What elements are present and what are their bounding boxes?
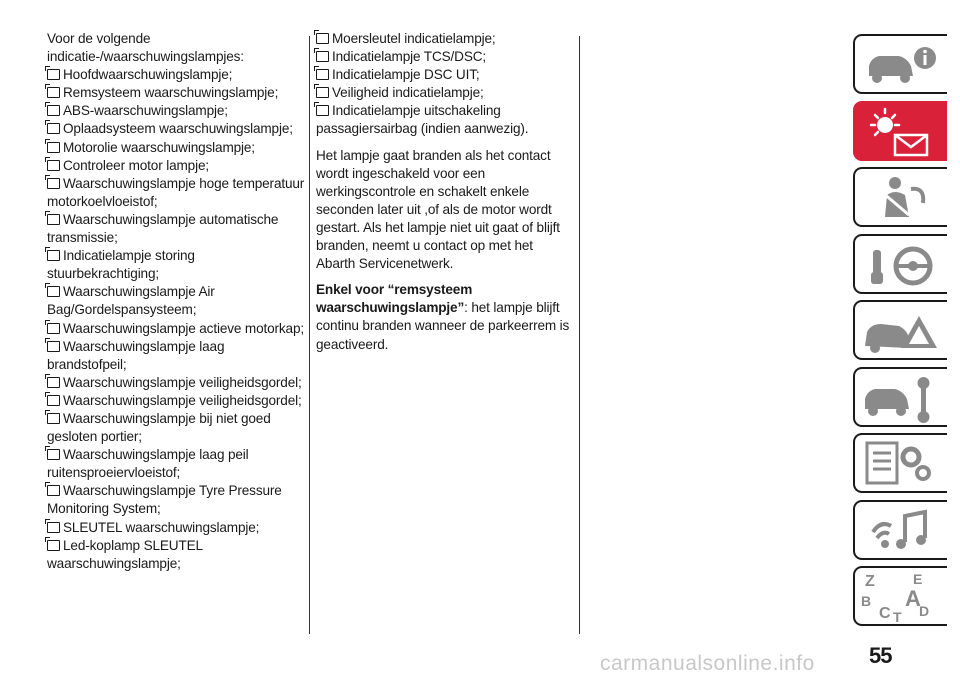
list-item: Moersleutel indicatielampje; (316, 30, 574, 48)
multimedia-music-icon (855, 502, 947, 558)
column-divider (579, 36, 580, 634)
indicator-light-icon (316, 87, 329, 98)
list-item: SLEUTEL waarschuwingslampje; (47, 519, 305, 537)
warning-light-icon (47, 69, 60, 80)
tab-safety[interactable] (853, 167, 947, 227)
key-steering-wheel-icon (855, 236, 947, 292)
warning-light-icon (47, 449, 60, 460)
list-item: Indicatielampje uitschakeling passagiersairbag (indien aanwezig). (316, 103, 529, 137)
list-item: Waarschuwingslampje actieve motorkap; (47, 320, 305, 338)
warning-light-icon (47, 413, 60, 424)
svg-text:A: A (905, 586, 921, 611)
warning-light-icon (47, 250, 60, 261)
list-item: Led-koplamp SLEUTEL waarschuwingslampje; (47, 537, 203, 571)
list-item: Waarschuwingslampje veiligheidsgordel; (47, 392, 305, 410)
list-item: Controleer motor lampje; (47, 157, 305, 175)
warning-light-icon (47, 341, 60, 352)
warning-light-icon (47, 214, 60, 225)
tab-index[interactable] (853, 566, 947, 626)
warning-light-icon (47, 87, 60, 98)
car-breakdown-warning-icon (855, 302, 947, 358)
list-item: Waarschuwingslampje veiligheidsgordel; (47, 374, 305, 392)
list-item: Waarschuwingslampje laag brandstofpeil; (47, 338, 225, 372)
indicator-light-icon (316, 105, 329, 116)
tab-specifications[interactable] (853, 433, 947, 493)
indicator-light-list (316, 30, 574, 139)
tab-emergency[interactable] (853, 300, 947, 360)
list-item: Waarschuwingslampje laag peil ruitensproeiervloeistof; (47, 447, 249, 481)
tab-multimedia[interactable] (853, 500, 947, 560)
list-item: Waarschuwingslampje bij niet goed gesloten portier; (47, 410, 271, 445)
warning-light-icon (47, 105, 60, 116)
note-paragraph (316, 281, 574, 353)
list-item: Waarschuwingslampje Air Bag/Gordelspansysteem; (47, 284, 215, 318)
list-item: Remsysteem waarschuwingslampje; (47, 84, 305, 102)
list-item: Oplaadsysteem waarschuwingslampje; (47, 120, 305, 138)
warning-light-icon (47, 377, 60, 388)
warning-light-icon (47, 160, 60, 171)
car-maintenance-wrench-icon (855, 369, 947, 425)
column-divider (309, 36, 310, 634)
list-item: Motorolie waarschuwingslampje; (47, 139, 305, 157)
warning-light-icon (47, 395, 60, 406)
intro-text: Voor de volgende indicatie-/waarschuwingslampjes: (47, 31, 244, 65)
tab-maintenance[interactable] (853, 367, 947, 427)
svg-text:C: C (879, 605, 891, 622)
warning-light-list (47, 66, 305, 573)
svg-text:D: D (919, 603, 930, 619)
warning-light-icon (47, 123, 60, 134)
note-bold: Enkel voor “remsysteem waarschuwingslampje” (316, 282, 473, 316)
tab-starting-driving[interactable] (853, 234, 947, 294)
warning-light-icon (47, 540, 60, 551)
warning-light-icon (47, 178, 60, 189)
column-left (47, 30, 305, 573)
note-text: : het lampje blijft continu branden wanneer de parkeerrem is geactiveerd. (316, 300, 570, 352)
specifications-gear-icon (855, 435, 947, 491)
warning-light-icon (47, 142, 60, 153)
list-item: ABS-waarschuwingslampje; (47, 102, 305, 120)
warning-light-envelope-icon (855, 103, 947, 159)
svg-text:B: B (861, 593, 872, 609)
list-item: Waarschuwingslampje hoge temperatuur motorkoelvloeistof; (47, 175, 305, 209)
body-paragraph: Het lampje gaat branden als het contact wordt ingeschakeld voor een werkingscontrole en schakelt enkele seconden later uit ,of als de motor wordt gestart. Als het lampje niet uit gaat of blijft branden, neemt u contact op met het Abarth Servicenetwerk. (316, 147, 560, 272)
svg-text:Z: Z (865, 573, 875, 590)
tab-car-info[interactable] (853, 34, 947, 94)
indicator-light-icon (316, 33, 329, 44)
page-number: 55 (869, 643, 892, 668)
list-item: Waarschuwingslampje automatische transmissie; (47, 211, 279, 246)
car-info-icon (855, 36, 947, 92)
tab-warning-lights[interactable] (853, 101, 947, 161)
column-middle (316, 30, 574, 354)
list-item: Indicatielampje TCS/DSC; (316, 48, 574, 66)
list-item: Hoofdwaarschuwingslampje; (47, 66, 305, 84)
list-item: Waarschuwingslampje Tyre Pressure Monitoring System; (47, 483, 282, 517)
warning-light-icon (47, 286, 60, 297)
warning-light-icon (47, 323, 60, 334)
warning-light-icon (47, 485, 60, 496)
indicator-light-icon (316, 69, 329, 80)
list-item: Veiligheid indicatielampje; (316, 84, 574, 102)
watermark: carmanualsonline.info (600, 652, 815, 675)
list-item: Indicatielampje storing stuurbekrachtiging; (47, 248, 195, 282)
alphabetical-index-icon (855, 568, 947, 624)
warning-light-icon (47, 522, 60, 533)
seatbelt-airbag-icon (855, 169, 947, 225)
list-item: Indicatielampje DSC UIT; (316, 66, 574, 84)
indicator-light-icon (316, 51, 329, 62)
svg-text:E: E (913, 571, 923, 587)
svg-text:T: T (893, 609, 902, 624)
